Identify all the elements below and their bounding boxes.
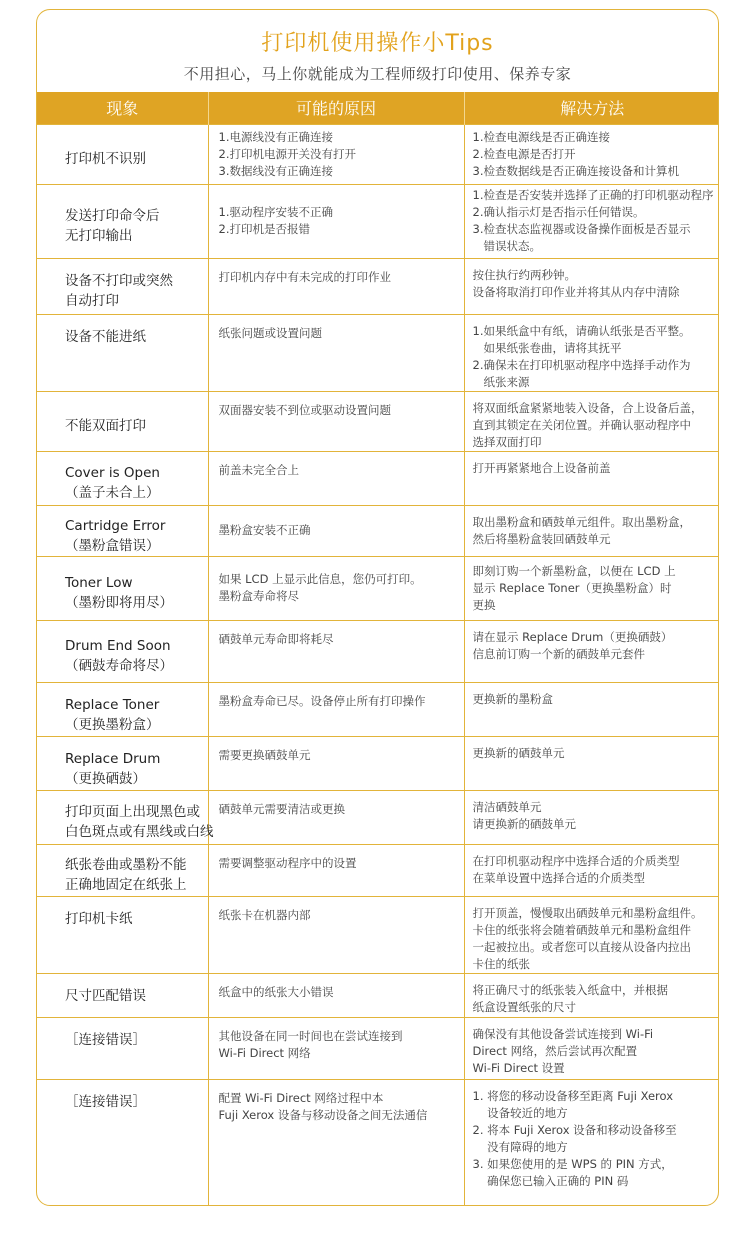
table-row: [37, 736, 719, 790]
table-row: [37, 314, 719, 391]
solution-cell-line: 如果纸张卷曲，请将其抚平: [472, 340, 622, 355]
cause-cell: [208, 682, 464, 736]
table-row: [37, 620, 719, 682]
symptom-cell-line: 尺寸匹配错误: [65, 987, 146, 1004]
cause-cell-line: 如果 LCD 上显示此信息，您仍可打印。: [218, 572, 422, 586]
solution-cell-line: 纸张来源: [472, 374, 530, 389]
table-row: [37, 451, 719, 505]
cause-cell: [208, 124, 464, 184]
symptom-cell-line: 无打印输出: [65, 228, 133, 244]
page-subtitle: 不用担心，马上你就能成为工程师级打印使用、保养专家: [183, 65, 572, 83]
table-row: [37, 896, 719, 973]
solution-cell-line: 2.确保未在打印机驱动程序中选择手动作为: [472, 357, 691, 372]
solution-cell: [464, 314, 719, 391]
cause-cell-line: 1.驱动程序安装不正确: [218, 205, 333, 219]
solution-cell-line: 清洁硒鼓单元: [472, 799, 542, 814]
symptom-cell: [37, 736, 208, 790]
symptom-cell-line: 正确地固定在纸张上: [65, 877, 187, 893]
cause-cell: [208, 391, 464, 451]
symptom-cell-line: Replace Toner: [65, 696, 160, 713]
symptom-cell-line: Drum End Soon: [65, 638, 171, 654]
solution-cell: [464, 896, 719, 973]
cause-cell: [208, 314, 464, 391]
symptom-cell-line: （盖子未合上）: [65, 485, 160, 501]
symptom-cell-line: 白色斑点或有黑线或白线: [65, 824, 214, 840]
cause-cell-line: 墨粉盒寿命将尽: [218, 589, 299, 603]
symptom-cell-line: Toner Low: [65, 575, 133, 591]
cause-cell: [208, 896, 464, 973]
symptom-cell-line: 不能双面打印: [65, 418, 146, 434]
symptom-cell-line: （墨粉盒错误）: [65, 537, 160, 554]
solution-cell-line: 3. 如果您使用的是 WPS 的 PIN 方式，: [472, 1156, 673, 1171]
solution-cell-line: 卡住的纸张: [472, 956, 530, 971]
symptom-cell: [37, 973, 208, 1017]
solution-cell: [464, 258, 719, 314]
symptom-cell: [37, 314, 208, 391]
cause-cell-line: 配置 Wi-Fi Direct 网络过程中本: [218, 1090, 384, 1105]
solution-cell-line: 2. 将本 Fuji Xerox 设备和移动设备移至: [472, 1122, 677, 1137]
cause-cell-line: 1.电源线没有正确连接: [218, 129, 333, 144]
solution-cell-line: 更换新的墨粉盒: [472, 691, 553, 706]
cause-cell-line: 纸张问题或设置问题: [218, 325, 322, 340]
cause-cell: [208, 620, 464, 682]
solution-cell-line: 3.检查数据线是否正确连接设备和计算机: [472, 163, 679, 178]
cause-cell-line: 硒鼓单元需要清洁或更换: [218, 801, 345, 816]
solution-cell-line: 请在显示 Replace Drum（更换硒鼓）: [472, 629, 673, 644]
solution-cell-line: 纸盒设置纸张的尺寸: [472, 999, 576, 1014]
symptom-cell: [37, 896, 208, 973]
symptom-cell-line: 设备不能进纸: [65, 328, 146, 345]
symptom-cell: [37, 258, 208, 314]
table-row: [37, 505, 719, 556]
cause-cell: [208, 451, 464, 505]
symptom-cell-line: 打印机不识别: [65, 151, 146, 167]
solution-cell-line: 打开再紧紧地合上设备前盖: [472, 460, 611, 475]
symptom-cell-line: 发送打印命令后: [65, 208, 160, 224]
cause-cell-line: 墨粉盒寿命已尽。设备停止所有打印操作: [218, 693, 426, 708]
symptom-cell-line: 打印页面上出现黑色或: [65, 804, 200, 820]
solution-cell-line: 直到其锁定在关闭位置。并确认驱动程序中: [472, 417, 691, 432]
table-row: [37, 391, 719, 451]
symptom-cell-line: （更换墨粉盒）: [65, 716, 160, 733]
cause-cell-line: Fuji Xerox 设备与移动设备之间无法通信: [218, 1107, 428, 1122]
solution-cell-line: 显示 Replace Toner（更换墨粉盒）时: [472, 580, 672, 595]
solution-cell-line: 在菜单设置中选择合适的介质类型: [472, 870, 645, 885]
solution-cell-line: 2.检查电源是否打开: [472, 146, 576, 161]
solution-cell-line: 1. 将您的移动设备移至距离 Fuji Xerox: [472, 1088, 674, 1103]
symptom-cell: [37, 505, 208, 556]
cause-cell-line: 墨粉盒安装不正确: [218, 523, 311, 537]
solution-cell-line: 没有障碍的地方: [472, 1139, 568, 1154]
symptom-cell: [37, 124, 208, 184]
solution-cell-line: 信息前订购一个新的硒鼓单元套件: [472, 646, 645, 661]
solution-cell-line: 设备较近的地方: [472, 1105, 568, 1120]
cause-cell: [208, 736, 464, 790]
troubleshooting-table: [37, 92, 719, 1205]
cause-cell-line: 2.打印机是否报错: [218, 222, 310, 236]
solution-cell-line: 打开顶盖，慢慢取出硒鼓单元和墨粉盒组件。: [472, 905, 703, 920]
solution-cell-line: 更换: [472, 597, 496, 612]
cause-cell-line: 前盖未完全合上: [218, 462, 299, 477]
table-row: [37, 1017, 719, 1079]
solution-cell-line: 卡住的纸张将会随着硒鼓单元和墨粉盒组件: [472, 922, 691, 937]
table-row: [37, 682, 719, 736]
solution-cell: [464, 682, 719, 736]
symptom-cell-line: Cover is Open: [65, 465, 160, 481]
cause-cell-line: 双面器安装不到位或驱动设置问题: [218, 402, 391, 417]
solution-cell: [464, 790, 719, 844]
solution-cell-line: 请更换新的硒鼓单元: [472, 816, 576, 831]
column-header-cause: 可能的原因: [208, 92, 464, 124]
table-row: [37, 184, 719, 258]
table-row: [37, 973, 719, 1017]
table-row: [37, 790, 719, 844]
solution-cell-line: Direct 网络，然后尝试再次配置: [472, 1043, 638, 1058]
solution-cell: [464, 620, 719, 682]
cause-cell-line: 打印机内存中有未完成的打印作业: [218, 269, 391, 284]
solution-cell: [464, 1017, 719, 1079]
cause-cell: [208, 556, 464, 620]
symptom-cell: [37, 391, 208, 451]
solution-cell-line: Wi-Fi Direct 设置: [472, 1060, 565, 1075]
cause-cell: [208, 505, 464, 556]
symptom-cell-line: （墨粉即将用尽）: [65, 595, 173, 611]
symptom-cell: [37, 1079, 208, 1205]
cause-cell: [208, 1017, 464, 1079]
solution-cell-line: 设备将取消打印作业并将其从内存中清除: [472, 284, 680, 299]
column-header-symptom: 现象: [37, 92, 208, 124]
cause-cell-line: 3.数据线没有正确连接: [218, 163, 333, 178]
table-row: [37, 844, 719, 896]
solution-cell: [464, 556, 719, 620]
solution-cell: [464, 736, 719, 790]
cause-cell: [208, 844, 464, 896]
table-body: [37, 124, 719, 1205]
table-row: [37, 1079, 719, 1205]
solution-cell: [464, 505, 719, 556]
solution-cell-line: 将双面纸盒紧紧地装入设备，合上设备后盖，: [472, 400, 703, 415]
tips-card: [36, 9, 719, 1206]
solution-cell-line: 1.如果纸盒中有纸，请确认纸张是否平整。: [472, 323, 691, 338]
solution-cell-line: 3.检查状态监视器或设备操作面板是否显示: [472, 222, 691, 236]
cause-cell-line: Wi-Fi Direct 网络: [218, 1045, 311, 1060]
symptom-cell-line: 设备不打印或突然: [65, 273, 173, 289]
cause-cell: [208, 184, 464, 258]
solution-cell-line: 2.确认指示灯是否指示任何错误。: [472, 205, 645, 219]
cause-cell-line: 其他设备在同一时间也在尝试连接到: [218, 1028, 403, 1043]
solution-cell: [464, 973, 719, 1017]
symptom-cell: [37, 556, 208, 620]
solution-cell-line: 按住执行约两秒钟。: [472, 267, 576, 282]
symptom-cell-line: 纸张卷曲或墨粉不能: [65, 857, 187, 873]
solution-cell-line: 取出墨粉盒和硒鼓单元组件。取出墨粉盒，: [472, 514, 691, 529]
solution-cell-line: 然后将墨粉盒装回硒鼓单元: [472, 531, 611, 546]
page-title: 打印机使用操作小Tips: [261, 31, 494, 56]
symptom-cell: [37, 184, 208, 258]
solution-cell-line: 一起被拉出。或者您可以直接从设备内拉出: [472, 939, 691, 954]
symptom-cell: [37, 451, 208, 505]
cause-cell-line: 纸张卡在机器内部: [218, 907, 311, 922]
cause-cell: [208, 1079, 464, 1205]
solution-cell-line: 1.检查是否安装并选择了正确的打印机驱动程序: [472, 188, 714, 202]
solution-cell-line: 在打印机驱动程序中选择合适的介质类型: [472, 853, 680, 868]
cause-cell-line: 需要更换硒鼓单元: [218, 747, 311, 762]
table-header-row: [37, 92, 719, 124]
cause-cell-line: 2.打印机电源开关没有打开: [218, 146, 356, 161]
solution-cell: [464, 391, 719, 451]
column-header-fix: 解决方法: [464, 92, 719, 124]
cause-cell-line: 需要调整驱动程序中的设置: [218, 855, 357, 870]
symptom-cell: [37, 790, 214, 844]
solution-cell-line: 更换新的硒鼓单元: [472, 745, 565, 760]
solution-cell: [464, 1079, 719, 1205]
cause-cell: [208, 790, 464, 844]
symptom-cell: [37, 682, 208, 736]
cause-cell-line: 硒鼓单元寿命即将耗尽: [218, 631, 334, 646]
cause-cell: [208, 258, 464, 314]
symptom-cell-line: Replace Drum: [65, 750, 161, 767]
symptom-cell-line: 自动打印: [65, 293, 119, 309]
symptom-cell-line: （更换硒鼓）: [65, 770, 146, 787]
cause-cell-line: 纸盒中的纸张大小错误: [218, 984, 334, 999]
table-row: [37, 124, 719, 184]
solution-cell-line: 即刻订购一个新墨粉盒，以便在 LCD 上: [472, 563, 676, 578]
cause-cell: [208, 973, 464, 1017]
solution-cell: [464, 184, 719, 258]
solution-cell-line: 错误状态。: [472, 239, 541, 253]
symptom-cell-line: 打印机卡纸: [65, 910, 133, 927]
solution-cell-line: 将正确尺寸的纸张装入纸盒中，并根据: [472, 982, 668, 997]
header: [37, 10, 718, 92]
table-row: [37, 556, 719, 620]
symptom-cell: [37, 620, 208, 682]
solution-cell-line: 确保没有其他设备尝试连接到 Wi-Fi: [472, 1026, 654, 1041]
symptom-cell-line: ［连接错误］: [65, 1093, 146, 1110]
solution-cell-line: 1.检查电源线是否正确连接: [472, 129, 610, 144]
symptom-cell-line: ［连接错误］: [65, 1031, 146, 1048]
solution-cell: [464, 844, 719, 896]
solution-cell: [464, 124, 719, 184]
symptom-cell-line: Cartridge Error: [65, 517, 166, 534]
symptom-cell-line: （硒鼓寿命将尽）: [65, 658, 173, 674]
symptom-cell: [37, 1017, 208, 1079]
solution-cell-line: 确保您已输入正确的 PIN 码: [472, 1173, 629, 1188]
table-row: [37, 258, 719, 314]
solution-cell-line: 选择双面打印: [472, 434, 542, 449]
solution-cell: [464, 451, 719, 505]
symptom-cell: [37, 844, 208, 896]
